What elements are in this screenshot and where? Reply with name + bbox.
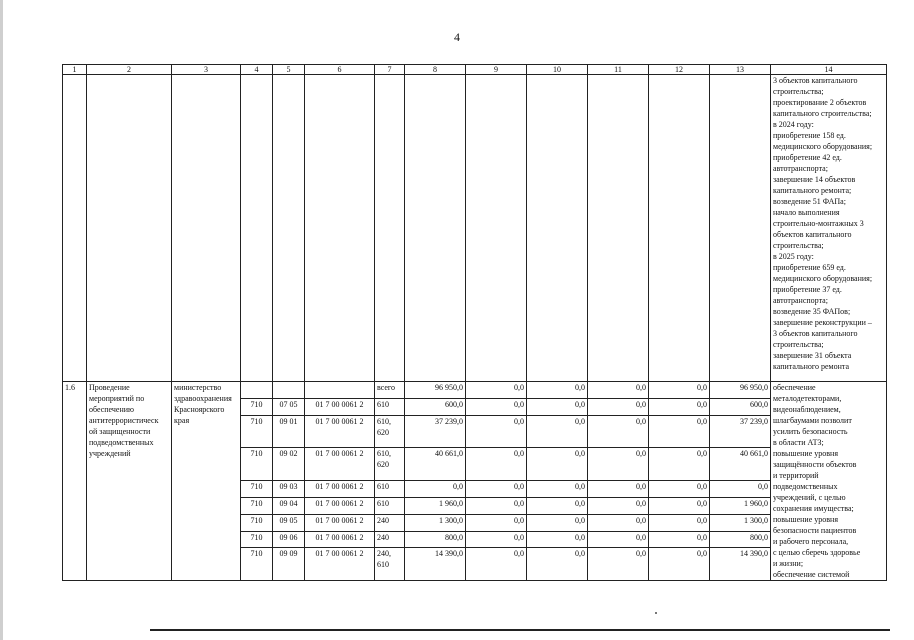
amount-col12: 0,0 [649,448,710,480]
amount-col9: 0,0 [466,448,527,480]
amount-col10: 0,0 [527,448,588,480]
amount-col9: 0,0 [466,398,527,415]
description-line: и рабочего персонала, [773,537,849,546]
description-line: металодетекторами, [773,394,842,403]
amount-col11: 0,0 [588,548,649,581]
grbs-code: 710 [241,497,273,514]
amount-col9: 0,0 [466,480,527,497]
item-name [87,382,172,581]
column-header: 9 [466,65,527,75]
description-line: автотранспорта; [773,164,828,173]
amount-col12: 0,0 [649,531,710,548]
description-line: капитального ремонта; [773,186,852,195]
continuation-description [771,75,887,382]
amount-col10: 0,0 [527,415,588,447]
expense-type [375,398,405,415]
column-header: 6 [305,65,375,75]
amount-col10: 0,0 [527,514,588,531]
table-row [63,382,887,399]
description-line: обеспечение [773,383,816,392]
expense-type-line: 610 [377,399,389,409]
amount-col12: 0,0 [649,548,710,581]
grbs-code: 710 [241,448,273,480]
column-header: 1 [63,65,87,75]
expense-type-line: 610, [377,416,391,426]
total-2023-2025: 1 960,0 [405,497,466,514]
description-line: медицинского оборудования; [773,142,873,151]
description-line: начало выполнения [773,208,840,217]
expense-type [375,382,405,399]
target-article [305,382,375,399]
empty-cell [87,75,172,382]
description-line: возведение 35 ФАПов; [773,307,851,316]
scan-edge [0,0,3,640]
description-line: капитального строительства; [773,109,872,118]
expense-type-line: 620 [377,427,389,437]
column-header: 7 [375,65,405,75]
description-line: сохранения имущества; [773,504,854,513]
amount-col13: 40 661,0 [710,448,771,480]
description-line: строительства; [773,241,824,250]
expense-type-line: 240 [377,532,389,542]
amount-col11: 0,0 [588,448,649,480]
description-line: завершение реконструкции – [773,318,872,327]
empty-cell [241,75,273,382]
amount-col10: 0,0 [527,531,588,548]
grbs-code [241,382,273,399]
description-line: обеспечение системой [773,570,850,579]
empty-cell [710,75,771,382]
amount-col11: 0,0 [588,531,649,548]
column-header: 5 [273,65,305,75]
amount-col11: 0,0 [588,382,649,399]
total-2023-2025: 40 661,0 [405,448,466,480]
section-code: 07 05 [273,398,305,415]
item-name-line: Проведение [89,383,130,392]
description-line: подведомственных [773,482,838,491]
description-line: повышение уровня [773,449,838,458]
description-line: 3 объектов капитального [773,76,858,85]
empty-cell [305,75,375,382]
amount-col12: 0,0 [649,480,710,497]
item-name-line: ой защищенности [89,427,151,436]
empty-cell [375,75,405,382]
amount-col9: 0,0 [466,514,527,531]
amount-col12: 0,0 [649,382,710,399]
description-line: приобретение 158 ед. [773,131,846,140]
target-article: 01 7 00 0061 2 [305,448,375,480]
description-line: приобретение 37 ед. [773,285,842,294]
item-number: 1.6 [63,382,87,581]
section-code [273,382,305,399]
grbs-code: 710 [241,480,273,497]
description-line: видеонаблюдением, [773,405,841,414]
item-name-line: подведомственных [89,438,154,447]
amount-col10: 0,0 [527,548,588,581]
description-line: завершение 31 объекта [773,351,852,360]
description-line: автотранспорта; [773,296,828,305]
item-executor [172,382,241,581]
amount-col12: 0,0 [649,398,710,415]
executor-line: края [174,416,190,425]
target-article: 01 7 00 0061 2 [305,398,375,415]
expense-type [375,531,405,548]
description-line: приобретение 659 ед. [773,263,846,272]
description-line: повышение уровня [773,515,838,524]
description-line: медицинского оборудования; [773,274,873,283]
amount-col12: 0,0 [649,497,710,514]
section-code: 09 06 [273,531,305,548]
description-line: с целью сберечь здоровье [773,548,861,557]
item-description [771,382,887,581]
item-name-line: учреждений [89,449,131,458]
target-article: 01 7 00 0061 2 [305,531,375,548]
amount-col11: 0,0 [588,415,649,447]
total-2023-2025: 1 300,0 [405,514,466,531]
amount-col13: 96 950,0 [710,382,771,399]
description-line: в 2024 году: [773,120,814,129]
total-2023-2025: 37 239,0 [405,415,466,447]
amount-col11: 0,0 [588,480,649,497]
expense-type [375,480,405,497]
expense-type-line: 610 [377,560,389,570]
expense-type [375,514,405,531]
section-code: 09 04 [273,497,305,514]
empty-cell [527,75,588,382]
column-header: 2 [87,65,172,75]
amount-col9: 0,0 [466,548,527,581]
amount-col9: 0,0 [466,382,527,399]
description-line: усилить безопасность [773,427,848,436]
expense-type-line: 610, [377,449,391,459]
amount-col13: 0,0 [710,480,771,497]
continuation-row [63,75,887,382]
expense-type-line: 620 [377,460,389,470]
column-header: 14 [771,65,887,75]
target-article: 01 7 00 0061 2 [305,514,375,531]
amount-col13: 1 300,0 [710,514,771,531]
description-line: в области АТЗ; [773,438,824,447]
expense-type-line: 610 [377,498,389,508]
grbs-code: 710 [241,398,273,415]
grbs-code: 710 [241,531,273,548]
page-number: 4 [454,30,460,44]
description-line: в 2025 году: [773,252,814,261]
expense-type-line: 240, [377,549,391,559]
executor-line: Красноярского [174,405,225,414]
section-code: 09 05 [273,514,305,531]
target-article: 01 7 00 0061 2 [305,415,375,447]
empty-cell [405,75,466,382]
column-header: 4 [241,65,273,75]
item-name-line: антитеррористическ [89,416,159,425]
empty-cell [466,75,527,382]
expense-type [375,548,405,581]
amount-col10: 0,0 [527,398,588,415]
expense-type-line: всего [377,383,396,392]
description-line: безопасности пациентов [773,526,857,535]
expense-type [375,448,405,480]
empty-cell [172,75,241,382]
empty-cell [273,75,305,382]
description-line: и территорий [773,471,819,480]
target-article: 01 7 00 0061 2 [305,548,375,581]
total-2023-2025: 96 950,0 [405,382,466,399]
amount-col10: 0,0 [527,497,588,514]
description-line: возведение 51 ФАПа; [773,197,846,206]
item-name-line: мероприятий по [89,394,145,403]
empty-cell [588,75,649,382]
page-bottom-border [150,629,890,631]
amount-col11: 0,0 [588,398,649,415]
grbs-code: 710 [241,514,273,531]
description-line: строительно-монтажных 3 [773,219,864,228]
amount-col9: 0,0 [466,415,527,447]
amount-col11: 0,0 [588,514,649,531]
description-line: учреждений, с целью [773,493,846,502]
column-header: 12 [649,65,710,75]
column-header: 8 [405,65,466,75]
total-2023-2025: 800,0 [405,531,466,548]
description-line: строительства; [773,340,824,349]
column-header: 11 [588,65,649,75]
amount-col13: 14 390,0 [710,548,771,581]
empty-cell [63,75,87,382]
amount-col13: 600,0 [710,398,771,415]
amount-col11: 0,0 [588,497,649,514]
description-line: строительства; [773,87,824,96]
amount-col10: 0,0 [527,382,588,399]
grbs-code: 710 [241,415,273,447]
amount-col13: 37 239,0 [710,415,771,447]
description-line: приобретение 42 ед. [773,153,842,162]
empty-cell [649,75,710,382]
section-code: 09 02 [273,448,305,480]
total-2023-2025: 14 390,0 [405,548,466,581]
total-2023-2025: 600,0 [405,398,466,415]
section-code: 09 09 [273,548,305,581]
executor-line: министерство [174,383,222,392]
target-article: 01 7 00 0061 2 [305,480,375,497]
description-line: защищённости объектов [773,460,857,469]
expense-type [375,415,405,447]
expense-type [375,497,405,514]
amount-col13: 800,0 [710,531,771,548]
description-line: объектов капитального [773,230,852,239]
amount-col12: 0,0 [649,415,710,447]
total-2023-2025: 0,0 [405,480,466,497]
description-line: шлагбаумами позволит [773,416,852,425]
grbs-code: 710 [241,548,273,581]
section-code: 09 01 [273,415,305,447]
executor-line: здравоохранения [174,394,232,403]
description-line: 3 объектов капитального [773,329,858,338]
amount-col10: 0,0 [527,480,588,497]
budget-table [62,64,887,581]
item-name-line: обеспечению [89,405,135,414]
amount-col12: 0,0 [649,514,710,531]
expense-type-line: 240 [377,515,389,525]
scan-speck [655,612,657,614]
amount-col9: 0,0 [466,531,527,548]
target-article: 01 7 00 0061 2 [305,497,375,514]
section-code: 09 03 [273,480,305,497]
description-line: проектирование 2 объектов [773,98,867,107]
column-header: 10 [527,65,588,75]
description-line: и жизни; [773,559,804,568]
column-header: 13 [710,65,771,75]
description-line: капитального ремонта [773,362,850,371]
amount-col9: 0,0 [466,497,527,514]
amount-col13: 1 960,0 [710,497,771,514]
expense-type-line: 610 [377,481,389,491]
description-line: завершение 14 объектов [773,175,856,184]
column-header-row [63,65,887,75]
column-header: 3 [172,65,241,75]
